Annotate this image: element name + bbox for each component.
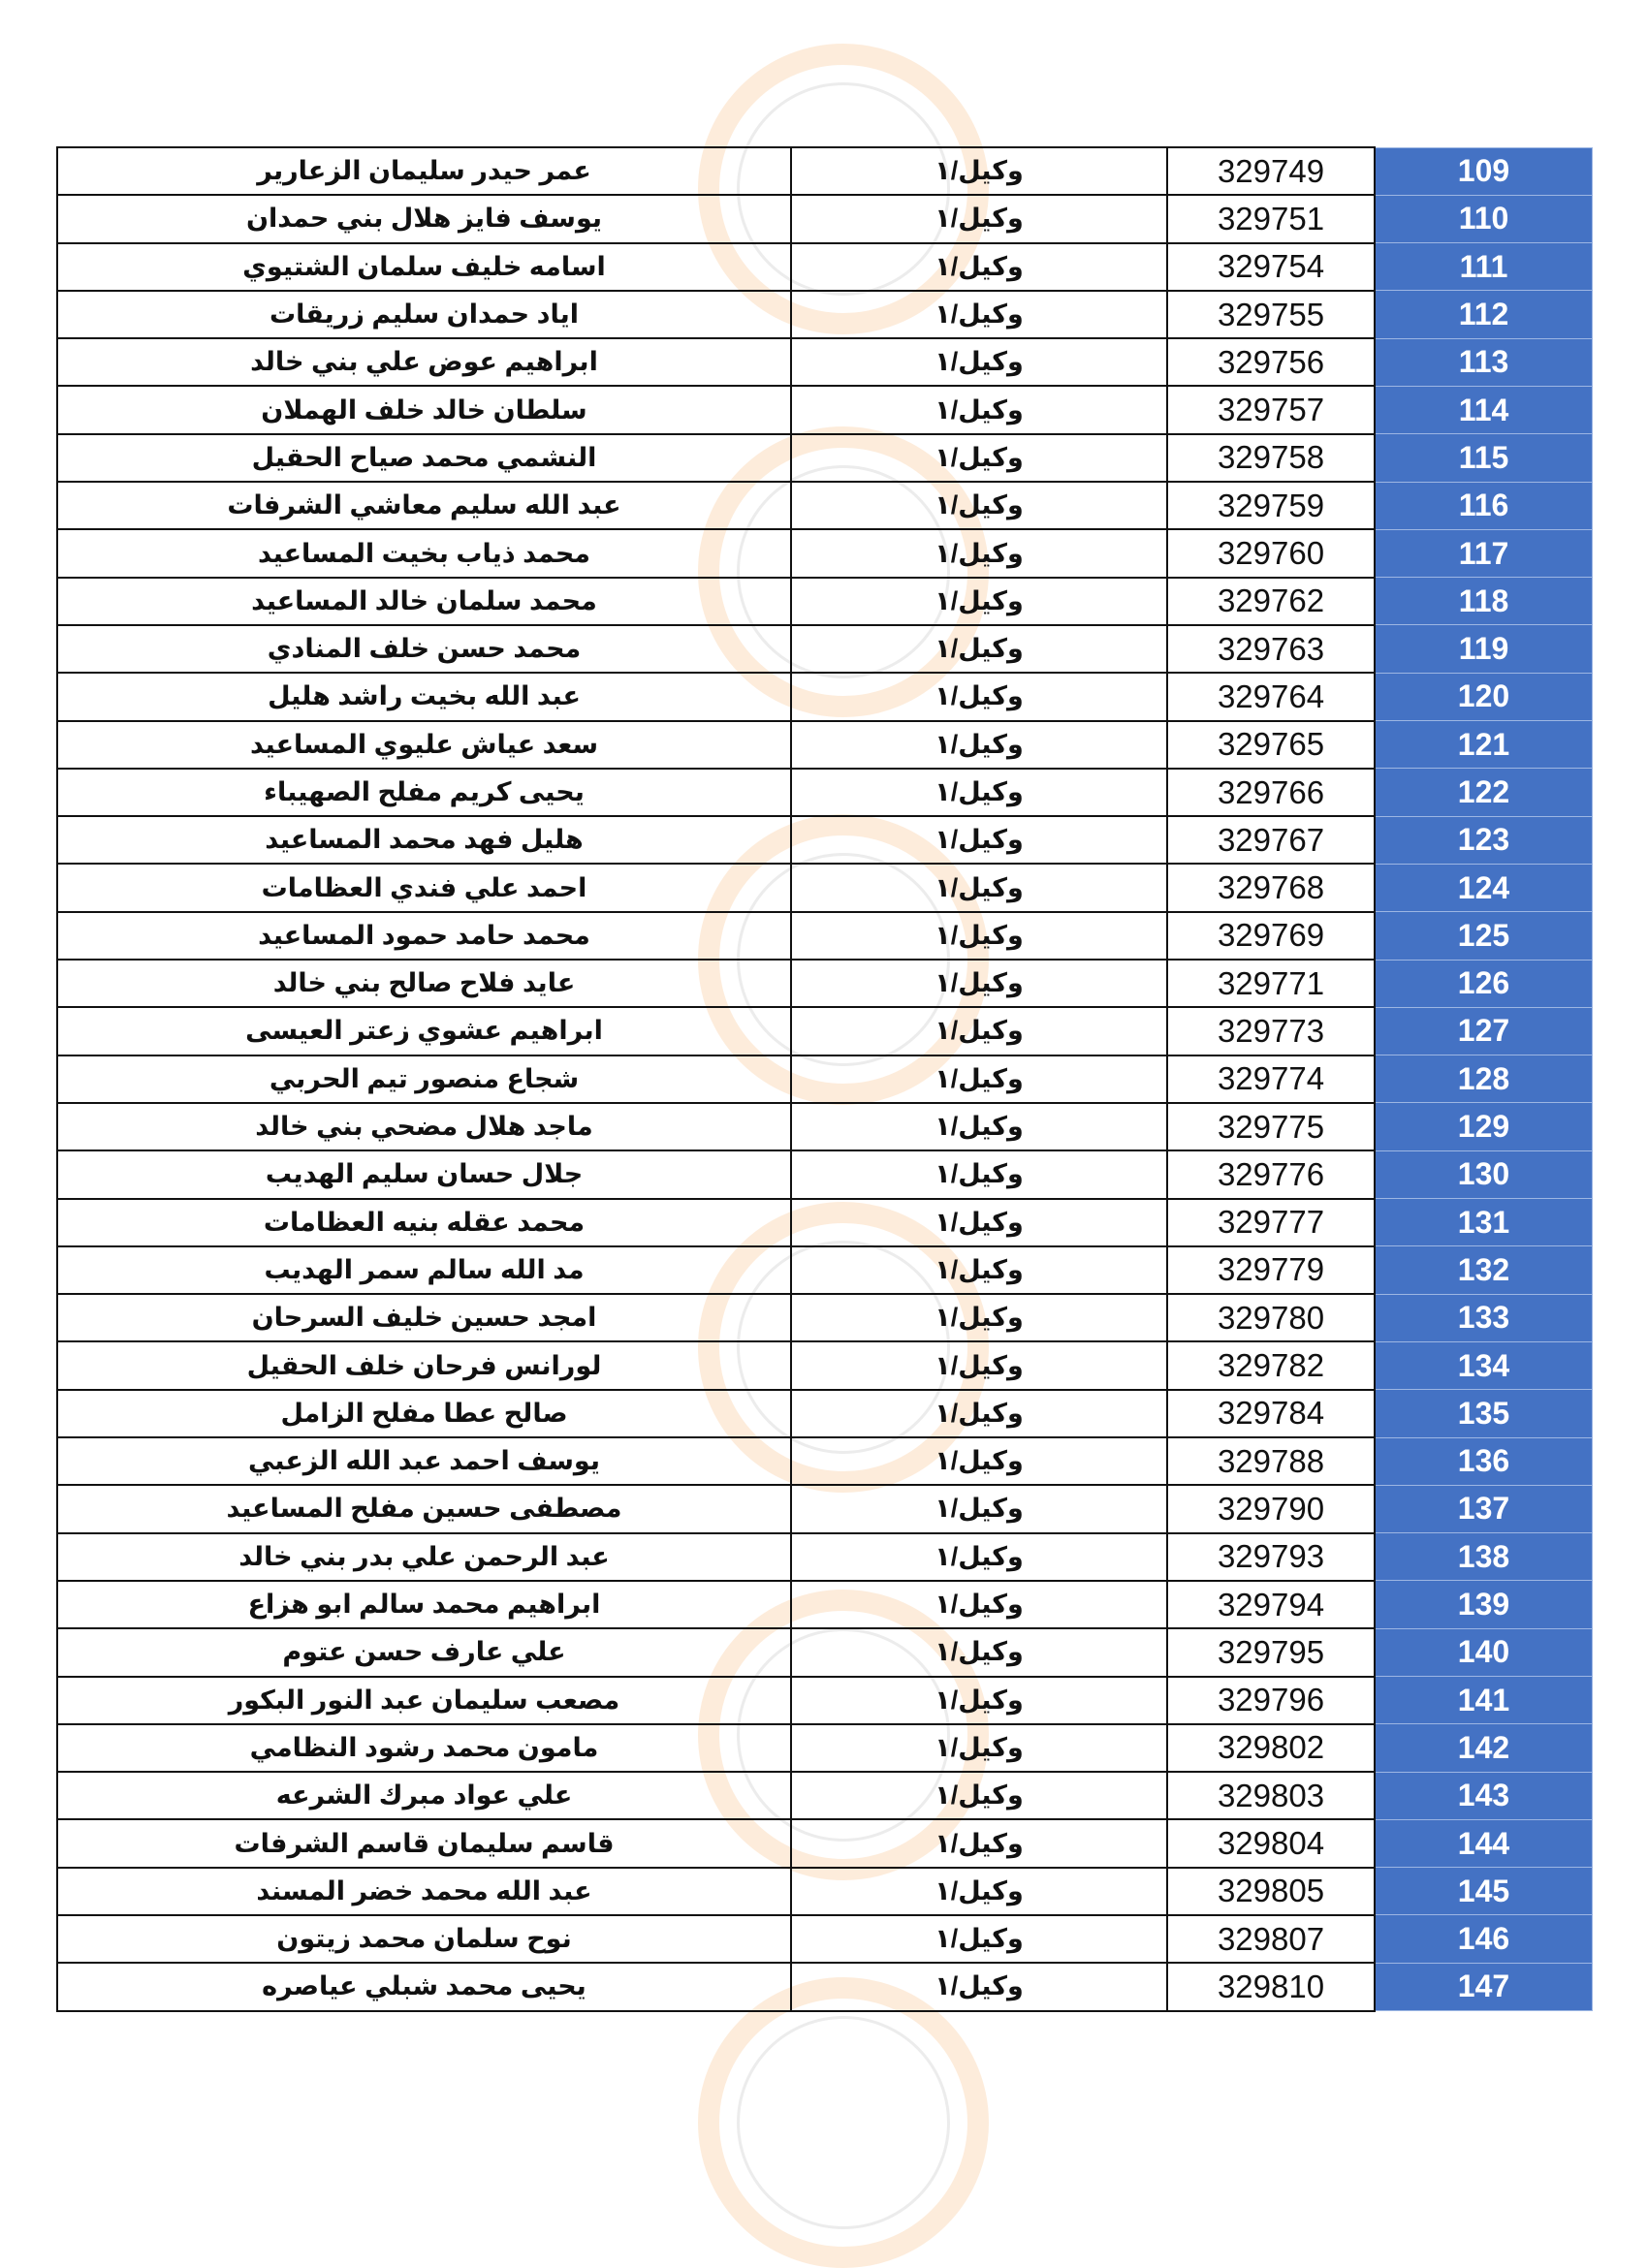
name-cell: قاسم سليمان قاسم الشرفات — [57, 1819, 791, 1867]
table-row — [57, 1390, 1593, 1437]
military-number-cell: 329749 — [1167, 147, 1375, 195]
index-cell: 113 — [1375, 338, 1593, 386]
name-cell: عبد الله سليم معاشي الشرفات — [57, 482, 791, 529]
table-row — [57, 386, 1593, 433]
military-number-cell: 329775 — [1167, 1103, 1375, 1150]
index-cell: 111 — [1375, 243, 1593, 291]
rank-cell: وكيل/١ — [791, 243, 1167, 291]
index-cell: 138 — [1375, 1533, 1593, 1581]
rank-cell: وكيل/١ — [791, 1055, 1167, 1103]
table-row — [57, 1772, 1593, 1819]
military-number-cell: 329807 — [1167, 1915, 1375, 1963]
index-cell: 120 — [1375, 673, 1593, 720]
table-row — [57, 1677, 1593, 1724]
military-number-cell: 329782 — [1167, 1341, 1375, 1389]
index-cell: 123 — [1375, 816, 1593, 864]
military-number-cell: 329793 — [1167, 1533, 1375, 1581]
table-row — [57, 1341, 1593, 1389]
index-cell: 117 — [1375, 529, 1593, 577]
name-cell: يحيى كريم مفلح الصهيباء — [57, 769, 791, 816]
military-number-cell: 329760 — [1167, 529, 1375, 577]
name-cell: يوسف فايز هلال بني حمدان — [57, 195, 791, 242]
name-cell: يوسف احمد عبد الله الزعبي — [57, 1437, 791, 1485]
name-cell: علي عواد مبرك الشرعه — [57, 1772, 791, 1819]
military-number-cell: 329802 — [1167, 1724, 1375, 1772]
rank-cell: وكيل/١ — [791, 434, 1167, 482]
table-row — [57, 482, 1593, 529]
rank-cell: وكيل/١ — [791, 1677, 1167, 1724]
index-cell: 133 — [1375, 1294, 1593, 1341]
name-cell: يحيى محمد شبلي عياصره — [57, 1963, 791, 2010]
rank-cell: وكيل/١ — [791, 482, 1167, 529]
index-cell: 135 — [1375, 1390, 1593, 1437]
rank-cell: وكيل/١ — [791, 1103, 1167, 1150]
military-number-cell: 329804 — [1167, 1819, 1375, 1867]
military-number-cell: 329758 — [1167, 434, 1375, 482]
index-cell: 137 — [1375, 1485, 1593, 1532]
rank-cell: وكيل/١ — [791, 1819, 1167, 1867]
military-number-cell: 329788 — [1167, 1437, 1375, 1485]
rank-cell: وكيل/١ — [791, 864, 1167, 911]
name-cell: لورانس فرحان خلف الحقيل — [57, 1341, 791, 1389]
table-row — [57, 721, 1593, 769]
military-number-cell: 329777 — [1167, 1199, 1375, 1246]
name-cell: ماجد هلال مضحي بني خالد — [57, 1103, 791, 1150]
name-cell: محمد ذياب بخيت المساعيد — [57, 529, 791, 577]
military-number-cell: 329764 — [1167, 673, 1375, 720]
index-cell: 122 — [1375, 769, 1593, 816]
rank-cell: وكيل/١ — [791, 1628, 1167, 1676]
table-row — [57, 195, 1593, 242]
name-cell: امجد حسين خليف السرحان — [57, 1294, 791, 1341]
military-number-cell: 329780 — [1167, 1294, 1375, 1341]
index-cell: 141 — [1375, 1677, 1593, 1724]
table-row — [57, 1628, 1593, 1676]
index-cell: 119 — [1375, 625, 1593, 673]
table-row — [57, 1103, 1593, 1150]
table-row — [57, 864, 1593, 911]
name-cell: محمد حسن خلف المنادي — [57, 625, 791, 673]
rank-cell: وكيل/١ — [791, 721, 1167, 769]
table-row — [57, 243, 1593, 291]
name-cell: ابراهيم محمد سالم ابو هزاع — [57, 1581, 791, 1628]
military-number-cell: 329784 — [1167, 1390, 1375, 1437]
rank-cell: وكيل/١ — [791, 1007, 1167, 1055]
rank-cell: وكيل/١ — [791, 291, 1167, 338]
military-number-cell: 329803 — [1167, 1772, 1375, 1819]
index-cell: 144 — [1375, 1819, 1593, 1867]
name-cell: سعد عياش عليوي المساعيد — [57, 721, 791, 769]
military-number-cell: 329810 — [1167, 1963, 1375, 2010]
name-cell: صالح عطا مفلح الزامل — [57, 1390, 791, 1437]
name-cell: عايد فلاح صالح بني خالد — [57, 960, 791, 1007]
rank-cell: وكيل/١ — [791, 1390, 1167, 1437]
rank-cell: وكيل/١ — [791, 769, 1167, 816]
name-cell: اياد حمدان سليم زريقات — [57, 291, 791, 338]
rank-cell: وكيل/١ — [791, 1581, 1167, 1628]
index-cell: 136 — [1375, 1437, 1593, 1485]
rank-cell: وكيل/١ — [791, 816, 1167, 864]
name-cell: مامون محمد رشود النظامي — [57, 1724, 791, 1772]
index-cell: 116 — [1375, 482, 1593, 529]
military-number-cell: 329754 — [1167, 243, 1375, 291]
military-number-cell: 329790 — [1167, 1485, 1375, 1532]
rank-cell: وكيل/١ — [791, 529, 1167, 577]
table-row — [57, 1246, 1593, 1294]
name-cell: ابراهيم عشوي زعتر العيسى — [57, 1007, 791, 1055]
index-cell: 143 — [1375, 1772, 1593, 1819]
table-row — [57, 1868, 1593, 1915]
name-cell: شجاع منصور تيم الحربي — [57, 1055, 791, 1103]
rank-cell: وكيل/١ — [791, 386, 1167, 433]
index-cell: 146 — [1375, 1915, 1593, 1963]
name-cell: محمد عقله بنيه العظامات — [57, 1199, 791, 1246]
name-cell: مصعب سليمان عبد النور البكور — [57, 1677, 791, 1724]
name-cell: عبد الرحمن علي بدر بني خالد — [57, 1533, 791, 1581]
table-row — [57, 1724, 1593, 1772]
table-row — [57, 578, 1593, 625]
clock-watermark-icon — [698, 1977, 989, 2268]
rank-cell: وكيل/١ — [791, 1246, 1167, 1294]
index-cell: 142 — [1375, 1724, 1593, 1772]
rank-cell: وكيل/١ — [791, 625, 1167, 673]
name-cell: محمد سلمان خالد المساعيد — [57, 578, 791, 625]
index-cell: 115 — [1375, 434, 1593, 482]
rank-cell: وكيل/١ — [791, 195, 1167, 242]
index-cell: 124 — [1375, 864, 1593, 911]
table-row — [57, 338, 1593, 386]
table-row — [57, 912, 1593, 960]
index-cell: 109 — [1375, 147, 1593, 195]
table-body — [57, 147, 1593, 2011]
rank-cell: وكيل/١ — [791, 1772, 1167, 1819]
table-row — [57, 291, 1593, 338]
rank-cell: وكيل/١ — [791, 960, 1167, 1007]
name-cell: نوح سلمان محمد زيتون — [57, 1915, 791, 1963]
table-row — [57, 673, 1593, 720]
rank-cell: وكيل/١ — [791, 338, 1167, 386]
index-cell: 130 — [1375, 1150, 1593, 1198]
table-row — [57, 434, 1593, 482]
table-row — [57, 1533, 1593, 1581]
rank-cell: وكيل/١ — [791, 1963, 1167, 2010]
personnel-table — [56, 146, 1593, 2012]
index-cell: 110 — [1375, 195, 1593, 242]
name-cell: عبد الله محمد خضر المسند — [57, 1868, 791, 1915]
rank-cell: وكيل/١ — [791, 1868, 1167, 1915]
name-cell: جلال حسان سليم الهديب — [57, 1150, 791, 1198]
index-cell: 140 — [1375, 1628, 1593, 1676]
table-row — [57, 1199, 1593, 1246]
index-cell: 139 — [1375, 1581, 1593, 1628]
table-row — [57, 769, 1593, 816]
name-cell: اسامه خليف سلمان الشتيوي — [57, 243, 791, 291]
name-cell: مد الله سالم سمر الهديب — [57, 1246, 791, 1294]
rank-cell: وكيل/١ — [791, 1724, 1167, 1772]
table-row — [57, 960, 1593, 1007]
rank-cell: وكيل/١ — [791, 673, 1167, 720]
military-number-cell: 329762 — [1167, 578, 1375, 625]
table-row — [57, 1007, 1593, 1055]
military-number-cell: 329769 — [1167, 912, 1375, 960]
rank-cell: وكيل/١ — [791, 1437, 1167, 1485]
military-number-cell: 329779 — [1167, 1246, 1375, 1294]
military-number-cell: 329756 — [1167, 338, 1375, 386]
military-number-cell: 329776 — [1167, 1150, 1375, 1198]
rank-cell: وكيل/١ — [791, 912, 1167, 960]
table-row — [57, 1819, 1593, 1867]
index-cell: 134 — [1375, 1341, 1593, 1389]
name-cell: النشمي محمد صياح الحقيل — [57, 434, 791, 482]
military-number-cell: 329796 — [1167, 1677, 1375, 1724]
military-number-cell: 329765 — [1167, 721, 1375, 769]
index-cell: 112 — [1375, 291, 1593, 338]
military-number-cell: 329774 — [1167, 1055, 1375, 1103]
table-row — [57, 1485, 1593, 1532]
military-number-cell: 329763 — [1167, 625, 1375, 673]
name-cell: مصطفى حسين مفلح المساعيد — [57, 1485, 791, 1532]
table-row — [57, 1437, 1593, 1485]
name-cell: عمر حيدر سليمان الزعارير — [57, 147, 791, 195]
military-number-cell: 329751 — [1167, 195, 1375, 242]
index-cell: 114 — [1375, 386, 1593, 433]
name-cell: هليل فهد محمد المساعيد — [57, 816, 791, 864]
military-number-cell: 329767 — [1167, 816, 1375, 864]
rank-cell: وكيل/١ — [791, 578, 1167, 625]
table-row — [57, 1150, 1593, 1198]
military-number-cell: 329766 — [1167, 769, 1375, 816]
name-cell: احمد علي فندي العظامات — [57, 864, 791, 911]
rank-cell: وكيل/١ — [791, 1533, 1167, 1581]
name-cell: سلطان خالد خلف الهملان — [57, 386, 791, 433]
name-cell: ابراهيم عوض علي بني خالد — [57, 338, 791, 386]
rank-cell: وكيل/١ — [791, 1341, 1167, 1389]
military-number-cell: 329773 — [1167, 1007, 1375, 1055]
table-row — [57, 816, 1593, 864]
rank-cell: وكيل/١ — [791, 1485, 1167, 1532]
table-row — [57, 1055, 1593, 1103]
table-row — [57, 1294, 1593, 1341]
index-cell: 125 — [1375, 912, 1593, 960]
table-row — [57, 1581, 1593, 1628]
rank-cell: وكيل/١ — [791, 1294, 1167, 1341]
military-number-cell: 329755 — [1167, 291, 1375, 338]
index-cell: 132 — [1375, 1246, 1593, 1294]
index-cell: 121 — [1375, 721, 1593, 769]
index-cell: 129 — [1375, 1103, 1593, 1150]
table-row — [57, 147, 1593, 195]
index-cell: 131 — [1375, 1199, 1593, 1246]
name-cell: محمد حامد حمود المساعيد — [57, 912, 791, 960]
index-cell: 128 — [1375, 1055, 1593, 1103]
military-number-cell: 329759 — [1167, 482, 1375, 529]
table-row — [57, 1963, 1593, 2010]
rank-cell: وكيل/١ — [791, 1150, 1167, 1198]
index-cell: 118 — [1375, 578, 1593, 625]
military-number-cell: 329771 — [1167, 960, 1375, 1007]
name-cell: عبد الله بخيت راشد هليل — [57, 673, 791, 720]
table-row — [57, 529, 1593, 577]
index-cell: 126 — [1375, 960, 1593, 1007]
table-row — [57, 625, 1593, 673]
rank-cell: وكيل/١ — [791, 147, 1167, 195]
name-cell: علي عارف حسن عتوم — [57, 1628, 791, 1676]
index-cell: 127 — [1375, 1007, 1593, 1055]
index-cell: 145 — [1375, 1868, 1593, 1915]
rank-cell: وكيل/١ — [791, 1915, 1167, 1963]
rank-cell: وكيل/١ — [791, 1199, 1167, 1246]
military-number-cell: 329757 — [1167, 386, 1375, 433]
military-number-cell: 329805 — [1167, 1868, 1375, 1915]
military-number-cell: 329768 — [1167, 864, 1375, 911]
table-row — [57, 1915, 1593, 1963]
military-number-cell: 329794 — [1167, 1581, 1375, 1628]
military-number-cell: 329795 — [1167, 1628, 1375, 1676]
index-cell: 147 — [1375, 1963, 1593, 2010]
